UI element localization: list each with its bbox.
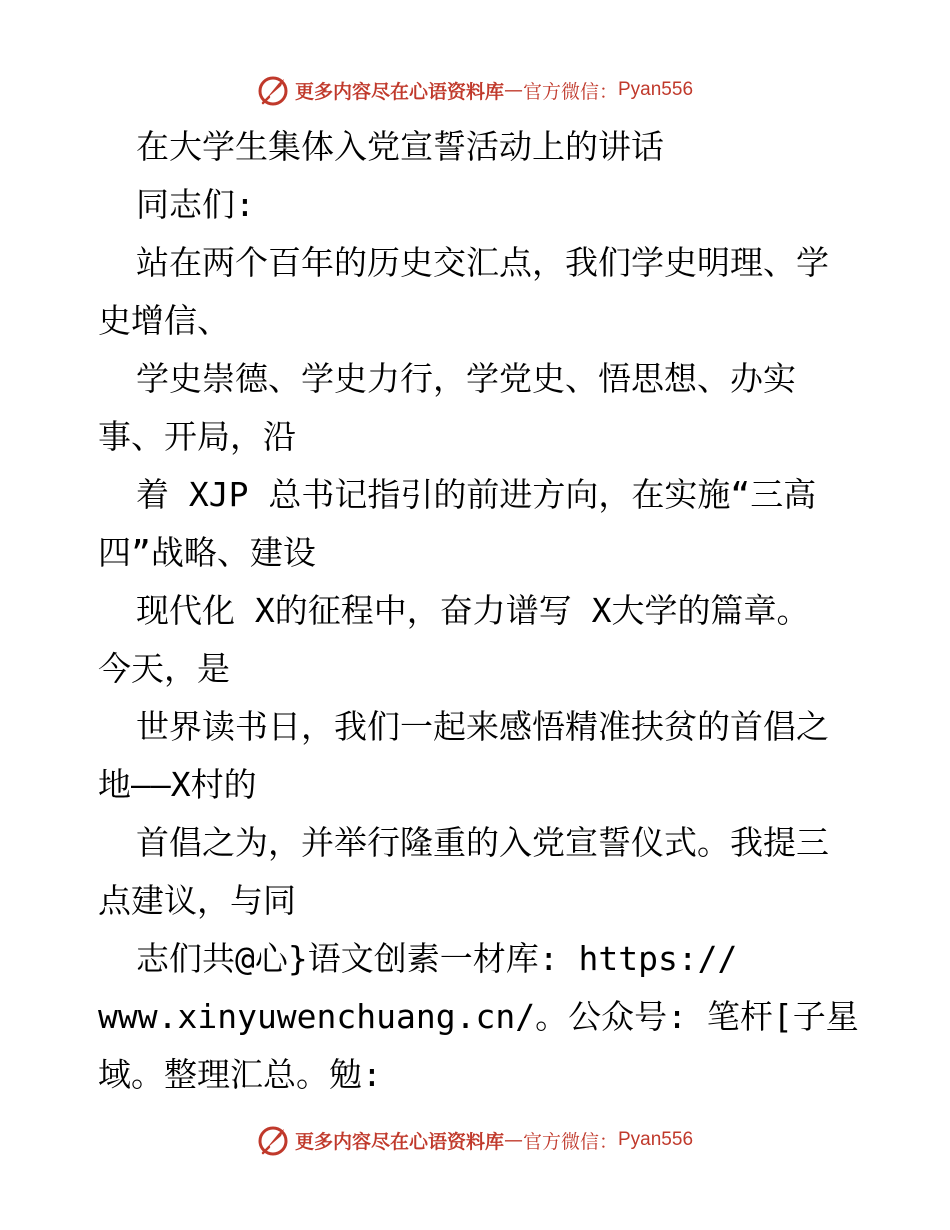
text-line: 域。整理汇总。勉: [98,1055,382,1094]
text-line: 今天，是 [98,649,230,688]
text-line: 四”战略、建设 [98,533,316,572]
quill-pen-logo-icon [257,73,291,107]
banner-slogan: 更多内容尽在心语资料库 [294,1130,504,1153]
text-line: www.xinyuwenchuang.cn/。公众号: 笔杆[子星 [98,997,859,1036]
text-line: 在大学生集体入党宣誓活动上的讲话 [136,127,664,166]
quill-pen-logo-icon [257,1123,291,1157]
text-line: 站在两个百年的历史交汇点，我们学史明理、学 [136,243,829,282]
text-line: 学史崇德、学史力行，学党史、悟思想、办实 [136,359,796,398]
text-line: 着 XJP 总书记指引的前进方向，在实施“三高 [136,475,817,514]
banner-wechat-label: 官方微信： [522,80,618,103]
banner-separator: — [503,1129,523,1151]
banner-wechat-label: 官方微信： [522,1130,618,1153]
document-body [98,118,898,1104]
banner-wechat-id: Pyan556 [618,1129,694,1150]
text-line: 志们共@心}语文创素一材库: https:// [136,939,738,978]
banner-wechat-id: Pyan556 [618,79,694,100]
text-line: 世界读书日，我们一起来感悟精准扶贫的首倡之 [136,707,829,746]
footer-banner [0,1120,950,1160]
header-banner [0,70,950,110]
text-line: 事、开局，沿 [98,417,296,456]
text-line: 首倡之为，并举行隆重的入党宣誓仪式。我提三 [136,823,829,862]
text-line: 同志们: [136,185,255,224]
banner-separator: — [503,79,523,101]
text-line: 地——X村的 [98,765,257,804]
text-line: 现代化 X的征程中，奋力谱写 X大学的篇章。 [136,591,810,630]
text-line: 史增信、 [98,301,230,340]
text-line: 点建议，与同 [98,881,296,920]
banner-slogan: 更多内容尽在心语资料库 [294,80,504,103]
